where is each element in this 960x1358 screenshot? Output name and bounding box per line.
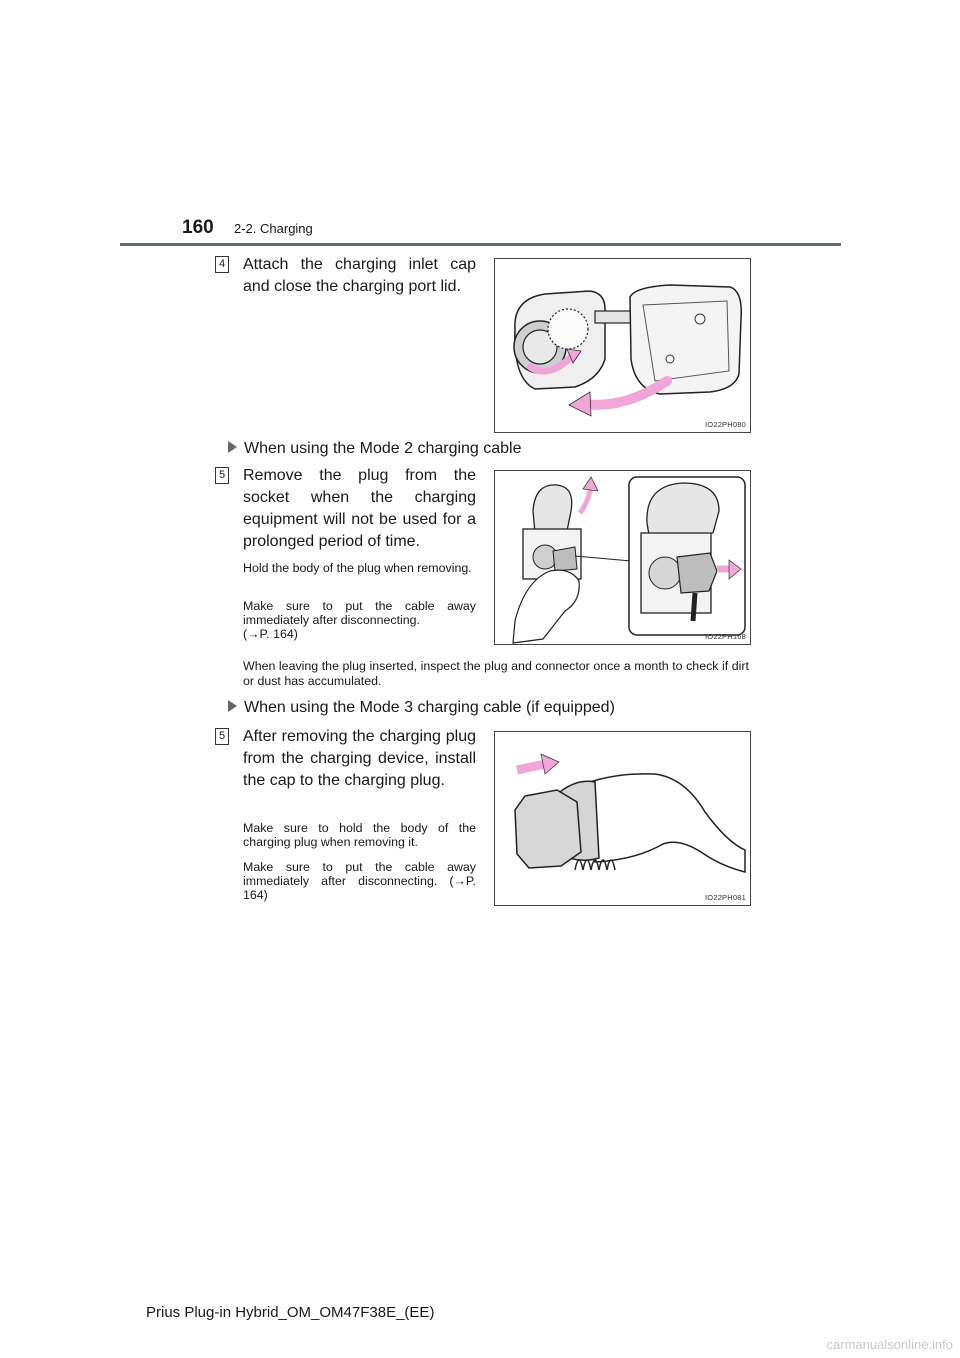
mode3-heading-text: When using the Mode 3 charging cable (if equipped) <box>244 699 615 716</box>
mode3-heading <box>228 699 615 717</box>
mode2-heading <box>228 440 522 458</box>
mode3-note-putaway: Make sure to put the cable away immediately after disconnecting. (→P. 164) <box>243 860 476 902</box>
step-5-text: Remove the plug from the socket when the charging equipment will not be used for a prolonged period of time. <box>243 467 476 550</box>
page-reference: (→P. 164) <box>243 627 298 641</box>
mode2-note-putaway-text: Make sure to put the cable away immediately after disconnecting. <box>243 599 476 627</box>
bullet-triangle-icon <box>228 441 237 453</box>
figure-code: IO22PH081 <box>705 893 746 902</box>
section-title: 2-2. Charging <box>234 221 313 236</box>
header-divider <box>120 243 841 246</box>
mode2-inspection-note: When leaving the plug inserted, inspect the plug and connector once a month to check if dirt or dust has accumulated. <box>243 659 749 688</box>
figure-charging-port-lid <box>494 258 751 433</box>
document-id: Prius Plug-in Hybrid_OM_OM47F38E_(EE) <box>146 1304 435 1321</box>
mode2-heading-text: When using the Mode 2 charging cable <box>244 440 522 457</box>
step-5-badge: 5 <box>215 467 229 484</box>
figure-code: IO22PH080 <box>705 420 746 429</box>
mode2-note-hold: Hold the body of the plug when removing. <box>243 561 472 575</box>
figure-install-cap <box>494 731 751 906</box>
figure-code: IO22PH168 <box>705 632 746 641</box>
step-4-text: Attach the charging inlet cap and close the charging port lid. <box>243 256 476 295</box>
mode2-note-putaway <box>243 599 476 641</box>
watermark: carmanualsonline.info <box>826 1337 953 1352</box>
mode3-note-hold: Make sure to hold the body of the charging plug when removing it. <box>243 821 476 849</box>
page-number: 160 <box>182 217 214 238</box>
step-5-badge: 5 <box>215 728 229 745</box>
step-4-badge: 4 <box>215 256 229 273</box>
figure-remove-plug <box>494 470 751 645</box>
bullet-triangle-icon <box>228 700 237 712</box>
step-5-text: After removing the charging plug from the charging device, install the cap to the charging plug. <box>243 728 476 789</box>
